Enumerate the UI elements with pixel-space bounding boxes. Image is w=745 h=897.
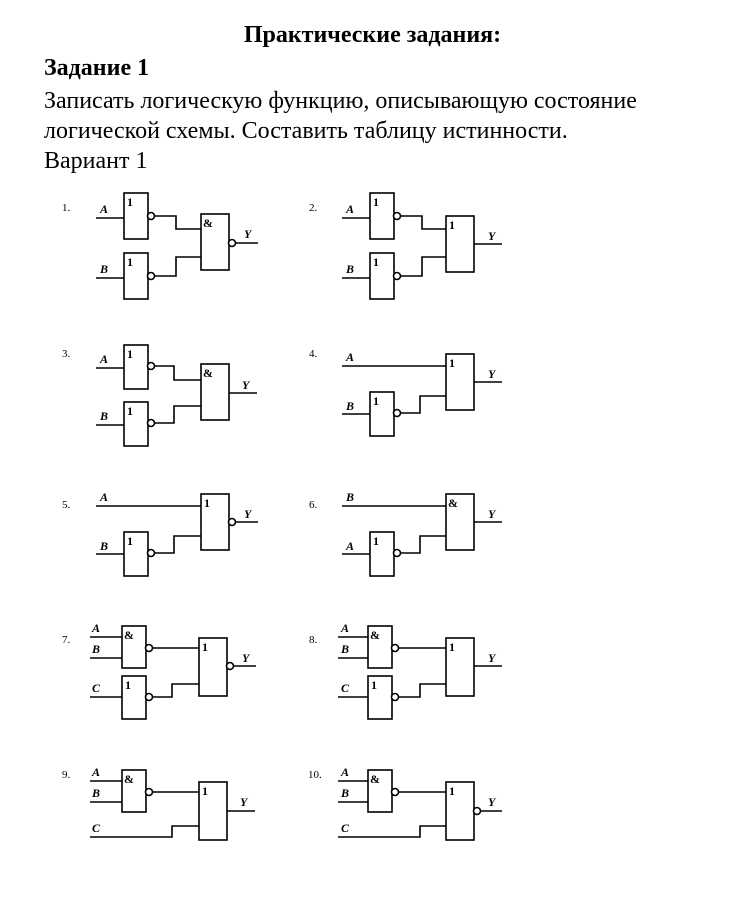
inversion-bubble [392,789,399,796]
svg-text:1: 1 [449,640,455,654]
circuit-8 [309,621,502,719]
circuit-number: 5. [62,499,71,511]
inversion-bubble [146,789,153,796]
svg-text:1: 1 [449,784,455,798]
circuit-9 [62,765,255,840]
svg-text:1: 1 [125,678,131,692]
inversion-bubble [229,240,236,247]
input-label: B [100,539,109,553]
circuit-2 [309,193,502,299]
svg-text:1: 1 [127,534,133,548]
input-label: C [92,681,101,695]
svg-text:1: 1 [127,347,133,361]
output-label: Y [240,795,248,809]
circuit-10 [308,765,502,840]
input-label: B [100,409,109,423]
output-label: Y [488,651,496,665]
svg-text:1: 1 [127,195,133,209]
svg-text:1: 1 [202,784,208,798]
output-label: Y [244,227,252,241]
svg-text:&: & [370,628,380,642]
svg-text:1: 1 [371,678,377,692]
inversion-bubble [394,550,401,557]
input-label: C [92,821,101,835]
svg-text:1: 1 [204,496,210,510]
circuit-number: 8. [309,634,318,646]
circuit-number: 2. [309,202,318,214]
circuit-number: 9. [62,769,71,781]
circuit-1 [62,193,258,299]
circuit-5 [62,490,258,576]
page-title: Практические задания: [243,22,502,48]
circuit-number: 10. [308,769,322,781]
svg-text:&: & [203,216,213,230]
input-label: A [100,490,109,504]
inversion-bubble [148,273,155,280]
output-label: Y [488,507,496,521]
circuit-7 [62,621,256,719]
output-label: Y [488,229,496,243]
input-label: A [100,352,109,366]
svg-text:1: 1 [373,534,379,548]
svg-text:&: & [124,628,134,642]
svg-text:1: 1 [373,394,379,408]
input-label: B [100,262,109,276]
svg-text:1: 1 [373,195,379,209]
svg-text:1: 1 [449,218,455,232]
input-label: A [341,621,350,635]
output-label: Y [488,367,496,381]
svg-text:&: & [124,772,134,786]
inversion-bubble [146,694,153,701]
svg-text:1: 1 [449,356,455,370]
input-label: B [346,399,355,413]
svg-text:1: 1 [127,404,133,418]
input-label: A [346,539,355,553]
input-label: C [341,821,350,835]
svg-text:&: & [203,366,213,380]
variant-label: Вариант 1 [44,148,148,174]
inversion-bubble [474,808,481,815]
input-label: B [346,490,355,504]
circuit-number: 3. [62,348,71,360]
inversion-bubble [394,213,401,220]
inversion-bubble [148,213,155,220]
input-label: A [341,765,350,779]
inversion-bubble [227,663,234,670]
circuit-number: 6. [309,499,318,511]
output-label: Y [488,795,496,809]
inversion-bubble [394,410,401,417]
output-label: Y [242,378,250,392]
input-label: A [92,765,101,779]
svg-text:&: & [370,772,380,786]
svg-text:1: 1 [202,640,208,654]
input-label: B [341,642,350,656]
task-heading: Задание 1 [44,55,150,81]
input-label: A [346,350,355,364]
circuit-number: 4. [309,348,318,360]
output-label: Y [242,651,250,665]
input-label: A [100,202,109,216]
circuit-6 [309,490,502,576]
input-label: B [92,642,101,656]
svg-text:1: 1 [127,255,133,269]
svg-text:&: & [448,496,458,510]
circuit-number: 7. [62,634,71,646]
inversion-bubble [148,550,155,557]
inversion-bubble [146,645,153,652]
circuit-4 [309,348,502,436]
inversion-bubble [229,519,236,526]
task-text: Записать логическую функцию, описывающую состояние логической схемы. Составить таблицу истинности. [44,88,637,144]
output-label: Y [244,507,252,521]
circuit-number: 1. [62,202,71,214]
input-label: B [341,786,350,800]
svg-text:1: 1 [373,255,379,269]
input-label: B [92,786,101,800]
inversion-bubble [392,645,399,652]
inversion-bubble [394,273,401,280]
input-label: C [341,681,350,695]
circuit-3 [62,345,257,446]
inversion-bubble [148,363,155,370]
input-label: B [346,262,355,276]
input-label: A [92,621,101,635]
input-label: A [346,202,355,216]
inversion-bubble [392,694,399,701]
inversion-bubble [148,420,155,427]
